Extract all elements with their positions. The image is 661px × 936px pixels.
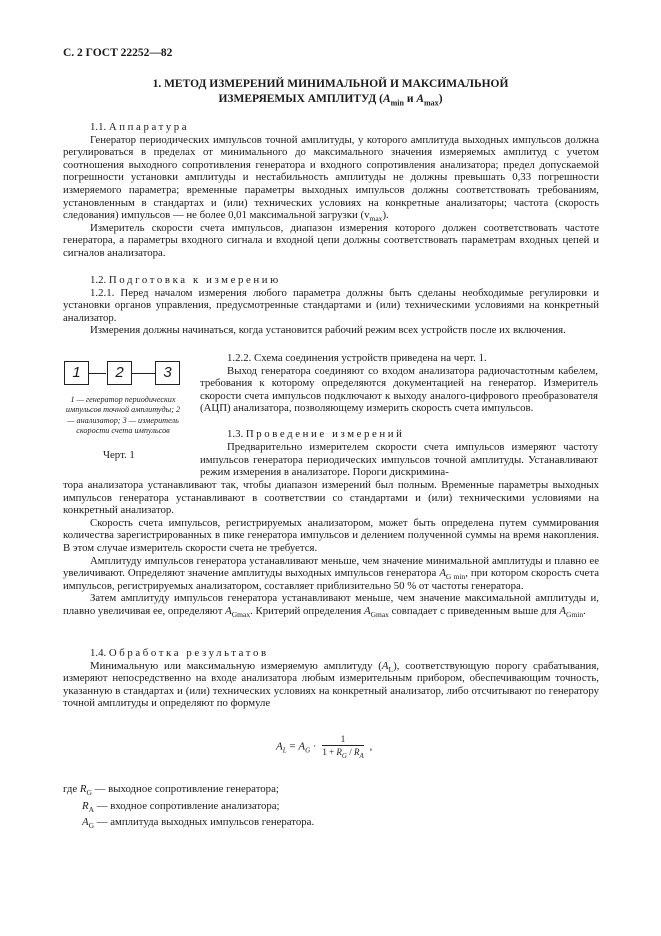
paragraph-text: Затем амплитуду импульсов генератора устанавливают меньше, чем значение максимальной амплитуды и, плавно увеличивая ее, определяют	[63, 592, 599, 617]
legend-text: — выходное сопротивление генератора;	[91, 783, 279, 795]
paragraph-text: совпадает с приведенным выше для	[388, 604, 560, 617]
formula-sub: G	[305, 746, 311, 755]
section-1-4	[63, 647, 599, 710]
figure-caption	[63, 395, 183, 437]
subsection-title: Подготовка к измерению	[108, 274, 281, 286]
legend-text: — входное сопротивление анализатора;	[94, 799, 280, 812]
title-text: )	[438, 93, 443, 105]
subscript: Gmax	[370, 610, 389, 620]
paragraph-text: .	[583, 604, 586, 617]
legend-row	[63, 800, 314, 817]
paragraph	[63, 592, 599, 620]
section-1-1	[63, 121, 599, 260]
subsection-heading	[63, 274, 599, 287]
legend-var: R	[79, 783, 87, 795]
title-text: ИЗМЕРЯЕМЫХ АМПЛИТУД (	[218, 93, 383, 105]
title-var: A	[382, 93, 391, 105]
variable: A	[363, 604, 371, 617]
legend-sub: G	[86, 788, 92, 798]
connector-line	[132, 373, 155, 374]
formula-op: ·	[310, 740, 320, 753]
variable: A	[559, 604, 567, 617]
subsection-heading	[63, 647, 599, 660]
legend-var: A	[82, 816, 89, 829]
paragraph-text: ).	[382, 209, 389, 222]
paragraph	[63, 134, 599, 222]
subscript: Gmin	[566, 610, 584, 620]
fraction-denominator	[322, 746, 363, 760]
subsection-title: Проведение измерений	[245, 428, 405, 440]
title-text: и	[403, 93, 417, 105]
subsection-number: 1.1.	[90, 121, 107, 133]
formula-var: A	[298, 740, 306, 753]
paragraph-text: , при котором скорость счета импульсов, регистрируемых анализатором, составляет приблизительно 50 % от частоты генератора.	[63, 567, 599, 592]
formula-fraction	[322, 734, 363, 760]
paragraph: Предварительно измерителем скорости счета импульсов измеряют частоту импульсов генератора периодических импульсов точной амплитуды. Устанавливают режим измерения в анализаторе. Пороги дискримина-	[200, 441, 598, 479]
paragraph-text: Генератор периодических импульсов точной амплитуды, у которого амплитуда выходных импульсов должна регулироваться в пределах от минимального до максимального значения измеряемых амплитуд с учетом соотношения выходного сопротивления генератора и входного сопротивления анализатора; предел допускаемой погрешности установки амплитуды и нестабильность амплитуды не должны превышать 0,33 погрешности измеряемого параметра; временные параметры выходных импульсов должны соответствовать требованиям, установленным в стандартах и (или) технических условиях на конкретные анализаторы; частота (скорость следования) импульсов — не более 0,01 максимальной загрузки (v	[63, 133, 599, 222]
title-line-1: 1. МЕТОД ИЗМЕРЕНИЙ МИНИМАЛЬНОЙ И МАКСИМАЛЬНОЙ	[152, 78, 509, 90]
section-1-2-2	[200, 352, 598, 415]
fraction-numerator: 1	[322, 734, 363, 746]
formula-sub: L	[282, 746, 287, 755]
formula-var: R	[353, 747, 360, 757]
paragraph: Измеритель скорости счета импульсов, диапазон измерения которого должен соответствовать частоте генератора, а параметры входного сигнала и входной цепи должны соответствовать параметрам входных цепей и сигналов анализатора.	[63, 221, 599, 259]
legend-row	[63, 783, 314, 800]
paragraph: Выход генератора соединяют со входом анализатора радиочастотным кабелем, требования к которому определяются документацией на генератор. Измеритель скорости счета импульсов подключают к выходу аналого-цифрового преобразователя (АЦП) анализатора, позволяющему измерить скорость счета импульсов.	[200, 364, 598, 415]
subsection-heading	[200, 428, 598, 441]
caption-number: 3	[122, 415, 127, 425]
section-1-3-heading	[200, 428, 598, 441]
legend-text: — амплитуда выходных импульсов генератора.	[94, 816, 315, 829]
figure-label: Черт. 1	[103, 449, 135, 461]
formula-sub: G	[341, 751, 347, 760]
legend-sub: A	[88, 804, 95, 814]
title-line-2	[63, 92, 598, 110]
subsection-title: Аппаратура	[108, 121, 190, 133]
formula-sub: A	[359, 751, 364, 760]
section-1-2	[63, 274, 599, 337]
caption-text: — измеритель скорости счета импульсов	[76, 415, 179, 436]
title-var: A	[416, 93, 425, 105]
paragraph	[63, 555, 599, 593]
paragraph: 1.2.1. Перед началом измерения любого параметра должны быть сделаны необходимые регулировки и установки органов управления, предусмотренные стандартами и (или) техническими условиями на конкретный анализатор.	[63, 286, 599, 324]
paragraph	[63, 660, 599, 710]
variable: A	[439, 567, 446, 580]
legend-sub: G	[88, 821, 95, 831]
title-sub: min	[390, 98, 404, 108]
formula-legend	[63, 783, 314, 833]
legend-where: где	[63, 783, 78, 795]
paragraph-text: . Критерий определения	[250, 604, 364, 617]
caption-text: — генератор периодических импульсов точной амплитуды;	[65, 395, 176, 415]
legend-row	[63, 816, 314, 833]
paragraph: Измерения должны начинаться, когда установится рабочий режим всех устройств после их включения.	[90, 324, 566, 337]
section-title	[63, 77, 598, 110]
title-sub: max	[424, 98, 439, 108]
page-header: С. 2 ГОСТ 22252—82	[63, 47, 173, 59]
subscript: Gmax	[231, 610, 251, 620]
formula-op: =	[286, 740, 299, 753]
block-generator: 1	[64, 361, 89, 385]
formula-op: /	[346, 747, 354, 757]
formula	[276, 734, 372, 760]
formula-op: ,	[366, 740, 373, 753]
paragraph-text: ), соответствующую порогу срабатывания, измеряют непосредственно на входе анализатора любым измерительным прибором, обеспечивающим точность, указанную в стандартах и (или) технических условиях на конкретный анализатор, либо отсчитывают по генератору точной амплитуды и определяют по формуле	[63, 659, 599, 710]
connector-line	[89, 373, 106, 374]
subscript: G min	[445, 572, 466, 582]
formula-var: R	[336, 747, 342, 757]
subsection-number: 1.2.	[90, 274, 107, 286]
paragraph-text: Минимальную или максимальную измеряемую амплитуду (	[90, 659, 382, 672]
caption-text: — анализатор;	[67, 415, 123, 425]
paragraph: 1.2.2. Схема соединения устройств приведена на черт. 1.	[227, 352, 487, 364]
caption-number: 1	[70, 395, 75, 404]
paragraph: Скорость счета импульсов, регистрируемых анализатором, может быть определена путем суммирования количества зарегистрированных в пике генератора импульсов и делением полученной суммы на время накопления. В этом случае измеритель скорости счета не требуется.	[63, 516, 599, 554]
subsection-title: Обработка результатов	[108, 647, 269, 659]
block-counter: 3	[155, 361, 180, 385]
section-1-3	[63, 479, 599, 618]
variable: A	[381, 659, 389, 672]
subscript: L	[388, 664, 394, 674]
legend-var: R	[82, 799, 89, 812]
variable: A	[225, 604, 232, 617]
formula-var: A	[276, 740, 283, 753]
block-analyzer: 2	[107, 361, 132, 385]
subscript: max	[369, 214, 383, 224]
subsection-number: 1.4.	[90, 647, 107, 659]
formula-op: 1 +	[322, 747, 337, 757]
section-1-3-wrap	[200, 441, 598, 479]
subsection-heading	[63, 121, 599, 134]
paragraph: тора анализатора устанавливают так, чтобы диапазон измерений был полным. Временные параметры выходных импульсов генератора устанавливают в соответствии со стандартами и (или) техническими условиями на конкретный анализатор.	[63, 479, 599, 517]
subsection-number: 1.3.	[227, 428, 244, 440]
caption-number: 2	[176, 405, 181, 415]
paragraph-text: Амплитуду импульсов генератора устанавливают меньше, чем значение минимальной амплитуды и плавно ее увеличивают. Определяют значение амплитуды выходных импульсов генератора	[63, 554, 599, 580]
